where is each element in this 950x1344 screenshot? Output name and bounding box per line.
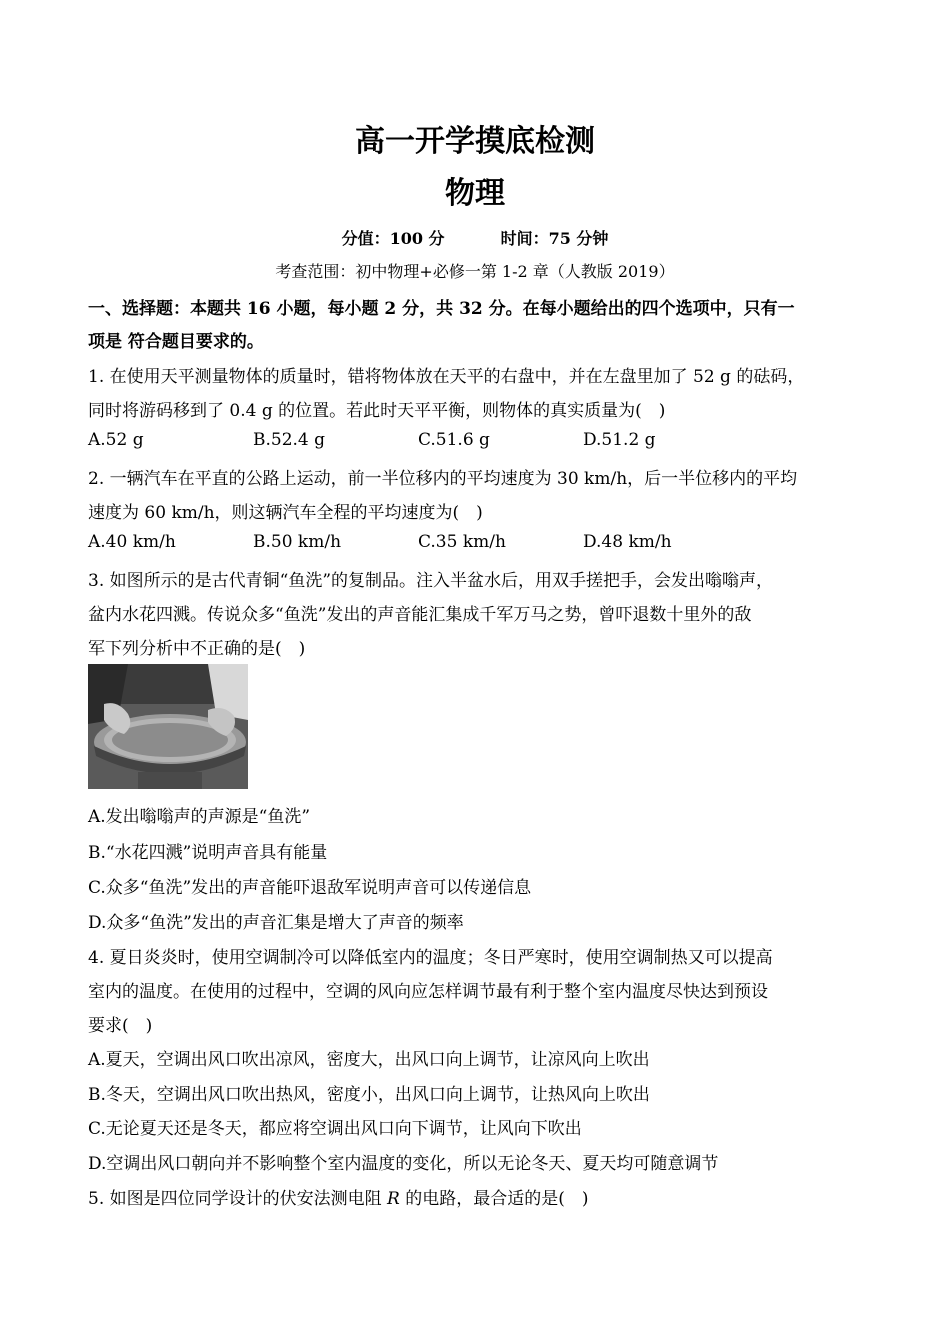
q1-option-c: C.51.6 g: [418, 430, 490, 450]
exam-scope: 考查范围：初中物理+必修一第 1-2 章（人教版 2019）: [275, 262, 675, 281]
q5-resistor-var: R: [387, 1189, 400, 1209]
q2-option-b: B.50 km/h: [253, 532, 342, 552]
q4-line-1: 4. 夏日炎炎时，使用空调制冷可以降低室内的温度；冬日严寒时，使用空调制热又可以提高: [88, 948, 773, 968]
fish-basin-photo: [88, 664, 248, 789]
q3-line-3: 军下列分析中不正确的是( ): [88, 639, 306, 659]
q4-option-b: B.冬天，空调出风口吹出热风，密度小，出风口向上调节，让热风向上吹出: [88, 1085, 650, 1105]
q2-option-a: A.40 km/h: [88, 532, 176, 552]
q3-option-c: C.众多“鱼洗”发出的声音能吓退敌军说明声音可以传递信息: [88, 878, 532, 898]
q5-prefix: 5. 如图是四位同学设计的伏安法测电阻: [88, 1189, 388, 1209]
q4-line-3: 要求( ): [88, 1016, 153, 1036]
q1-line-2: 同时将游码移到了 0.4 g 的位置。若此时天平平衡，则物体的真实质量为( ): [88, 401, 666, 421]
section-heading-line-1: 一、选择题：本题共 16 小题，每小题 2 分，共 32 分。在每小题给出的四个选项中，只有一: [88, 299, 795, 319]
q3-line-1: 3. 如图所示的是古代青铜“鱼洗”的复制品。注入半盆水后，用双手搓把手，会发出嗡嗡声，: [88, 571, 774, 591]
q1-option-a: A.52 g: [88, 430, 144, 450]
q3-option-b: B.“水花四溅”说明声音具有能量: [88, 843, 328, 863]
q4-option-c: C.无论夏天还是冬天，都应将空调出风口向下调节，让风向下吹出: [88, 1119, 582, 1139]
q1-option-d: D.51.2 g: [583, 430, 656, 450]
q2-line-1: 2. 一辆汽车在平直的公路上运动，前一半位移内的平均速度为 30 km/h，后一半位移内的平均: [88, 469, 798, 489]
section-heading-line-2: 项是 符合题目要求的。: [88, 332, 264, 352]
q2-line-2: 速度为 60 km/h，则这辆汽车全程的平均速度为( ): [88, 503, 483, 523]
q2-option-c: C.35 km/h: [418, 532, 506, 552]
q4-option-d: D.空调出风口朝向并不影响整个室内温度的变化，所以无论冬天、夏天均可随意调节: [88, 1154, 719, 1174]
q1-line-1: 1. 在使用天平测量物体的质量时，错将物体放在天平的右盘中，并在左盘里加了 52 g 的砝码，: [88, 367, 805, 387]
subject-title: 物理: [445, 176, 505, 211]
q1-option-b: B.52.4 g: [253, 430, 326, 450]
exam-info: [0, 226, 950, 249]
q3-option-d: D.众多“鱼洗”发出的声音汇集是增大了声音的频率: [88, 913, 464, 933]
score-label: 分值：100 分: [341, 229, 445, 248]
q5-line-1: [88, 1184, 868, 1209]
time-label: 时间：75 分钟: [500, 229, 609, 248]
q3-line-2: 盆内水花四溅。传说众多“鱼洗”发出的声音能汇集成千军万马之势，曾吓退数十里外的敌: [88, 605, 752, 625]
q3-option-a: A.发出嗡嗡声的声源是“鱼洗”: [88, 807, 311, 827]
q4-line-2: 室内的温度。在使用的过程中，空调的风向应怎样调节最有利于整个室内温度尽快达到预设: [88, 982, 768, 1002]
q4-option-a: A.夏天，空调出风口吹出凉风，密度大，出风口向上调节，让凉风向上吹出: [88, 1050, 650, 1070]
q5-suffix: 的电路，最合适的是( ): [399, 1189, 589, 1209]
q2-option-d: D.48 km/h: [583, 532, 672, 552]
exam-title: 高一开学摸底检测: [355, 124, 595, 159]
